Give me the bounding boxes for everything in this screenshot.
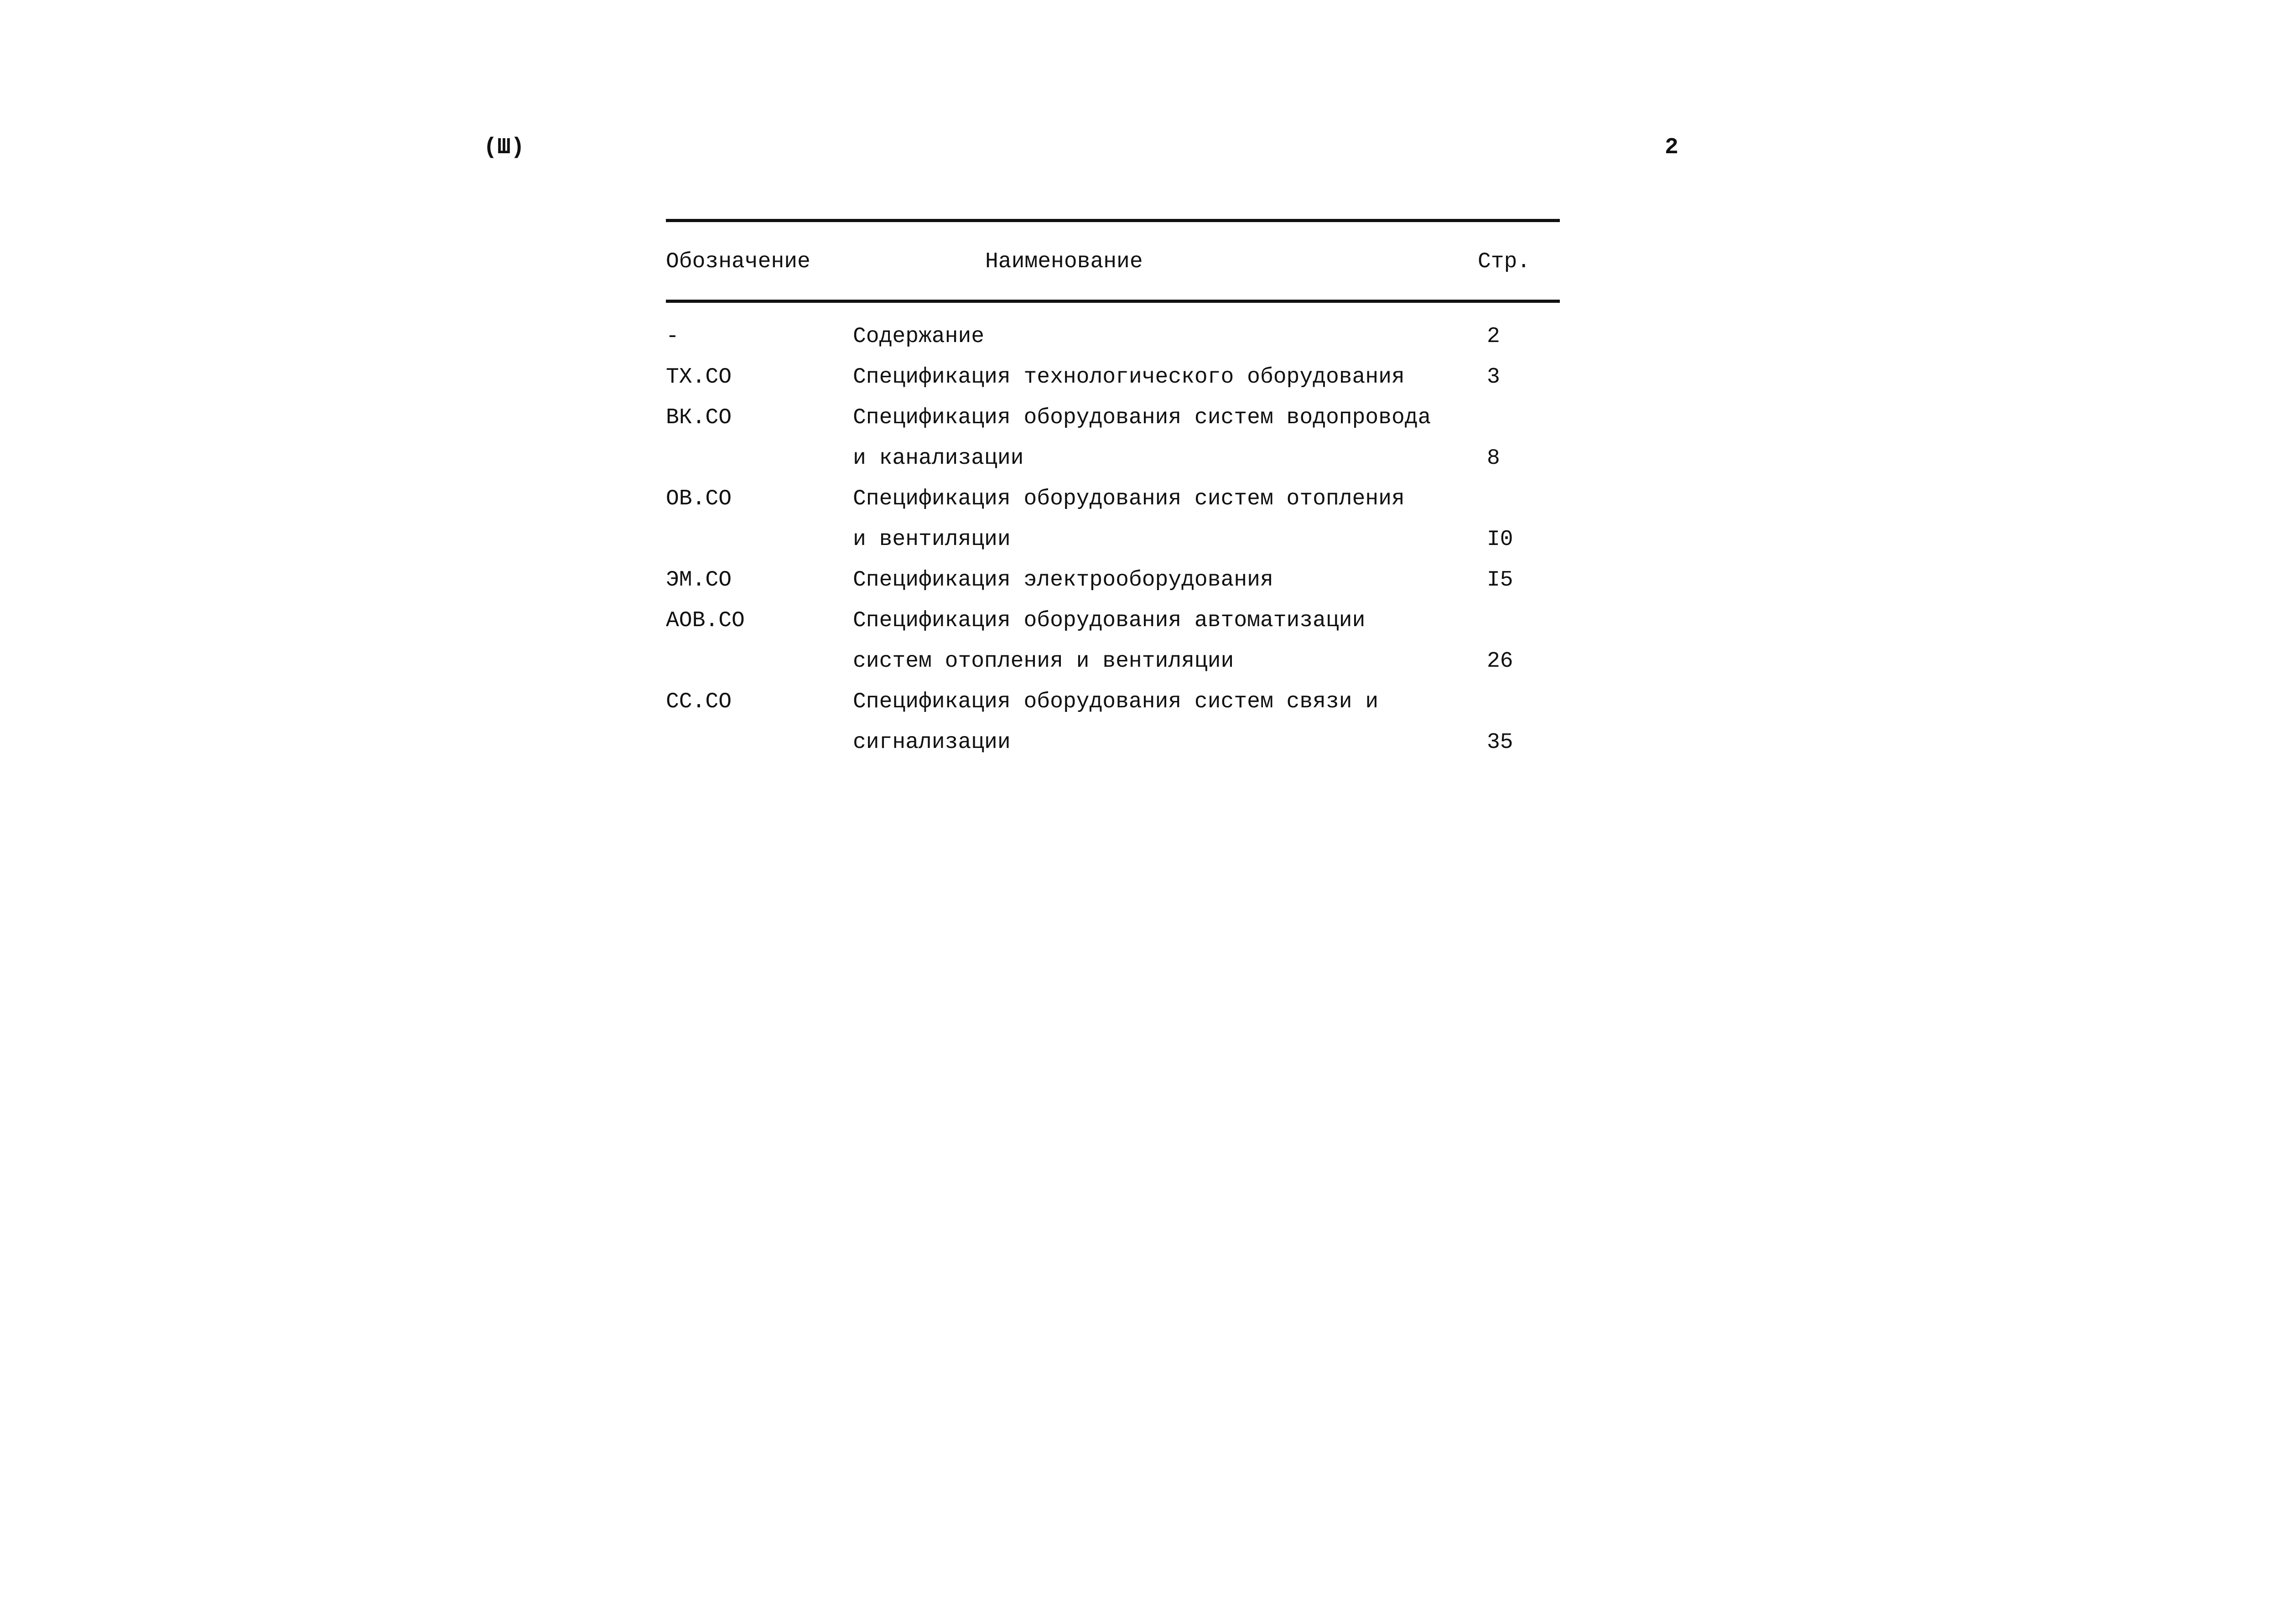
column-header-code: Обозначение <box>666 249 810 274</box>
row-name-line: Спецификация оборудования систем водопровода <box>853 405 1431 430</box>
row-code: ТХ.СО <box>666 365 732 389</box>
header-rule <box>666 300 1560 303</box>
row-code: СС.СО <box>666 690 732 714</box>
page-mark: (Ш) <box>483 135 525 161</box>
table-row <box>666 601 1560 682</box>
row-page: 8 <box>1487 446 1500 471</box>
row-page: I5 <box>1487 568 1513 592</box>
page-number: 2 <box>1665 135 1679 161</box>
row-page: 35 <box>1487 730 1513 755</box>
table-row <box>666 357 1560 398</box>
row-code: ЭМ.СО <box>666 568 732 592</box>
table-row <box>666 560 1560 601</box>
row-code: - <box>666 324 679 349</box>
row-code: ВК.СО <box>666 405 732 430</box>
contents-table <box>666 219 1560 763</box>
column-header-page: Стр. <box>1478 249 1531 274</box>
row-name-line: Спецификация технологического оборудования <box>853 365 1405 389</box>
row-name-line: и канализации <box>853 446 1024 471</box>
row-name-line: и вентиляции <box>853 527 1011 552</box>
row-name-line: Спецификация оборудования систем связи и <box>853 690 1379 714</box>
top-rule <box>666 219 1560 222</box>
row-page: 2 <box>1487 324 1500 349</box>
row-name-line: Спецификация оборудования систем отопления <box>853 487 1405 511</box>
table-row <box>666 682 1560 763</box>
column-header-name: Наименование <box>985 249 1143 274</box>
row-page: 26 <box>1487 649 1513 674</box>
table-body <box>666 303 1560 763</box>
row-name-line: Спецификация оборудования автоматизации <box>853 608 1366 633</box>
table-row <box>666 479 1560 560</box>
table-header <box>666 222 1560 300</box>
table-row <box>666 398 1560 479</box>
row-code: АОВ.СО <box>666 608 745 633</box>
row-name-line: Спецификация электрооборудования <box>853 568 1273 592</box>
row-page: 3 <box>1487 365 1500 389</box>
row-page: I0 <box>1487 527 1513 552</box>
table-row <box>666 316 1560 357</box>
row-code: ОВ.СО <box>666 487 732 511</box>
row-name-line: Содержание <box>853 324 985 349</box>
row-name-line: систем отопления и вентиляции <box>853 649 1234 674</box>
row-name-line: сигнализации <box>853 730 1011 755</box>
